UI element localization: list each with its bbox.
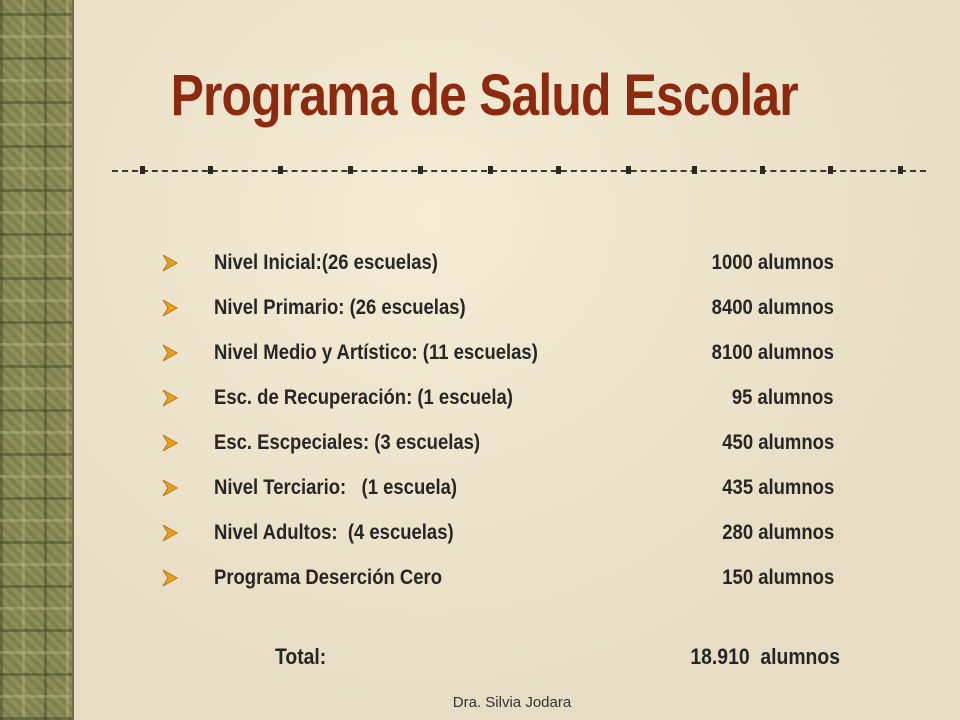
list-item (160, 375, 850, 420)
total-row (275, 644, 840, 678)
arrow-bullet-icon (160, 568, 180, 588)
item-count: 95 alumnos (732, 385, 834, 409)
school-level-list (160, 240, 850, 600)
item-count: 450 alumnos (722, 430, 834, 454)
arrow-bullet-icon (160, 433, 180, 453)
plaid-border (0, 0, 74, 720)
list-item (160, 420, 850, 465)
item-label: Nivel Inicial:(26 escuelas) (214, 250, 438, 274)
total-label: Total: (275, 644, 327, 669)
arrow-bullet-icon (160, 388, 180, 408)
arrow-bullet-icon (160, 523, 180, 543)
arrow-bullet-icon (160, 478, 180, 498)
list-item (160, 240, 850, 285)
item-count: 280 alumnos (722, 520, 834, 544)
item-label: Esc. de Recuperación: (1 escuela) (214, 385, 513, 409)
item-label: Programa Deserción Cero (214, 565, 443, 589)
arrow-bullet-icon (160, 298, 180, 318)
arrow-bullet-icon (160, 343, 180, 363)
item-label: Nivel Medio y Artístico: (11 escuelas) (214, 340, 538, 364)
item-label: Nivel Terciario: (1 escuela) (214, 475, 458, 499)
item-label: Esc. Escpeciales: (3 escuelas) (214, 430, 481, 454)
slide-title: Programa de Salud Escolar (170, 63, 798, 128)
list-item (160, 555, 850, 600)
list-item (160, 510, 850, 555)
footer-author: Dra. Silvia Jodara (452, 694, 572, 711)
item-count: 8100 alumnos (711, 340, 834, 364)
item-count: 1000 alumnos (711, 250, 834, 274)
item-count: 150 alumnos (722, 565, 834, 589)
item-label: Nivel Primario: (26 escuelas) (214, 295, 466, 319)
arrow-bullet-icon (160, 253, 180, 273)
item-label: Nivel Adultos: (4 escuelas) (214, 520, 454, 544)
item-count: 8400 alumnos (711, 295, 834, 319)
total-value: 18.910 alumnos (690, 644, 840, 669)
list-item (160, 465, 850, 510)
list-item (160, 285, 850, 330)
item-count: 435 alumnos (722, 475, 834, 499)
decorative-divider (112, 164, 926, 178)
list-item (160, 330, 850, 375)
